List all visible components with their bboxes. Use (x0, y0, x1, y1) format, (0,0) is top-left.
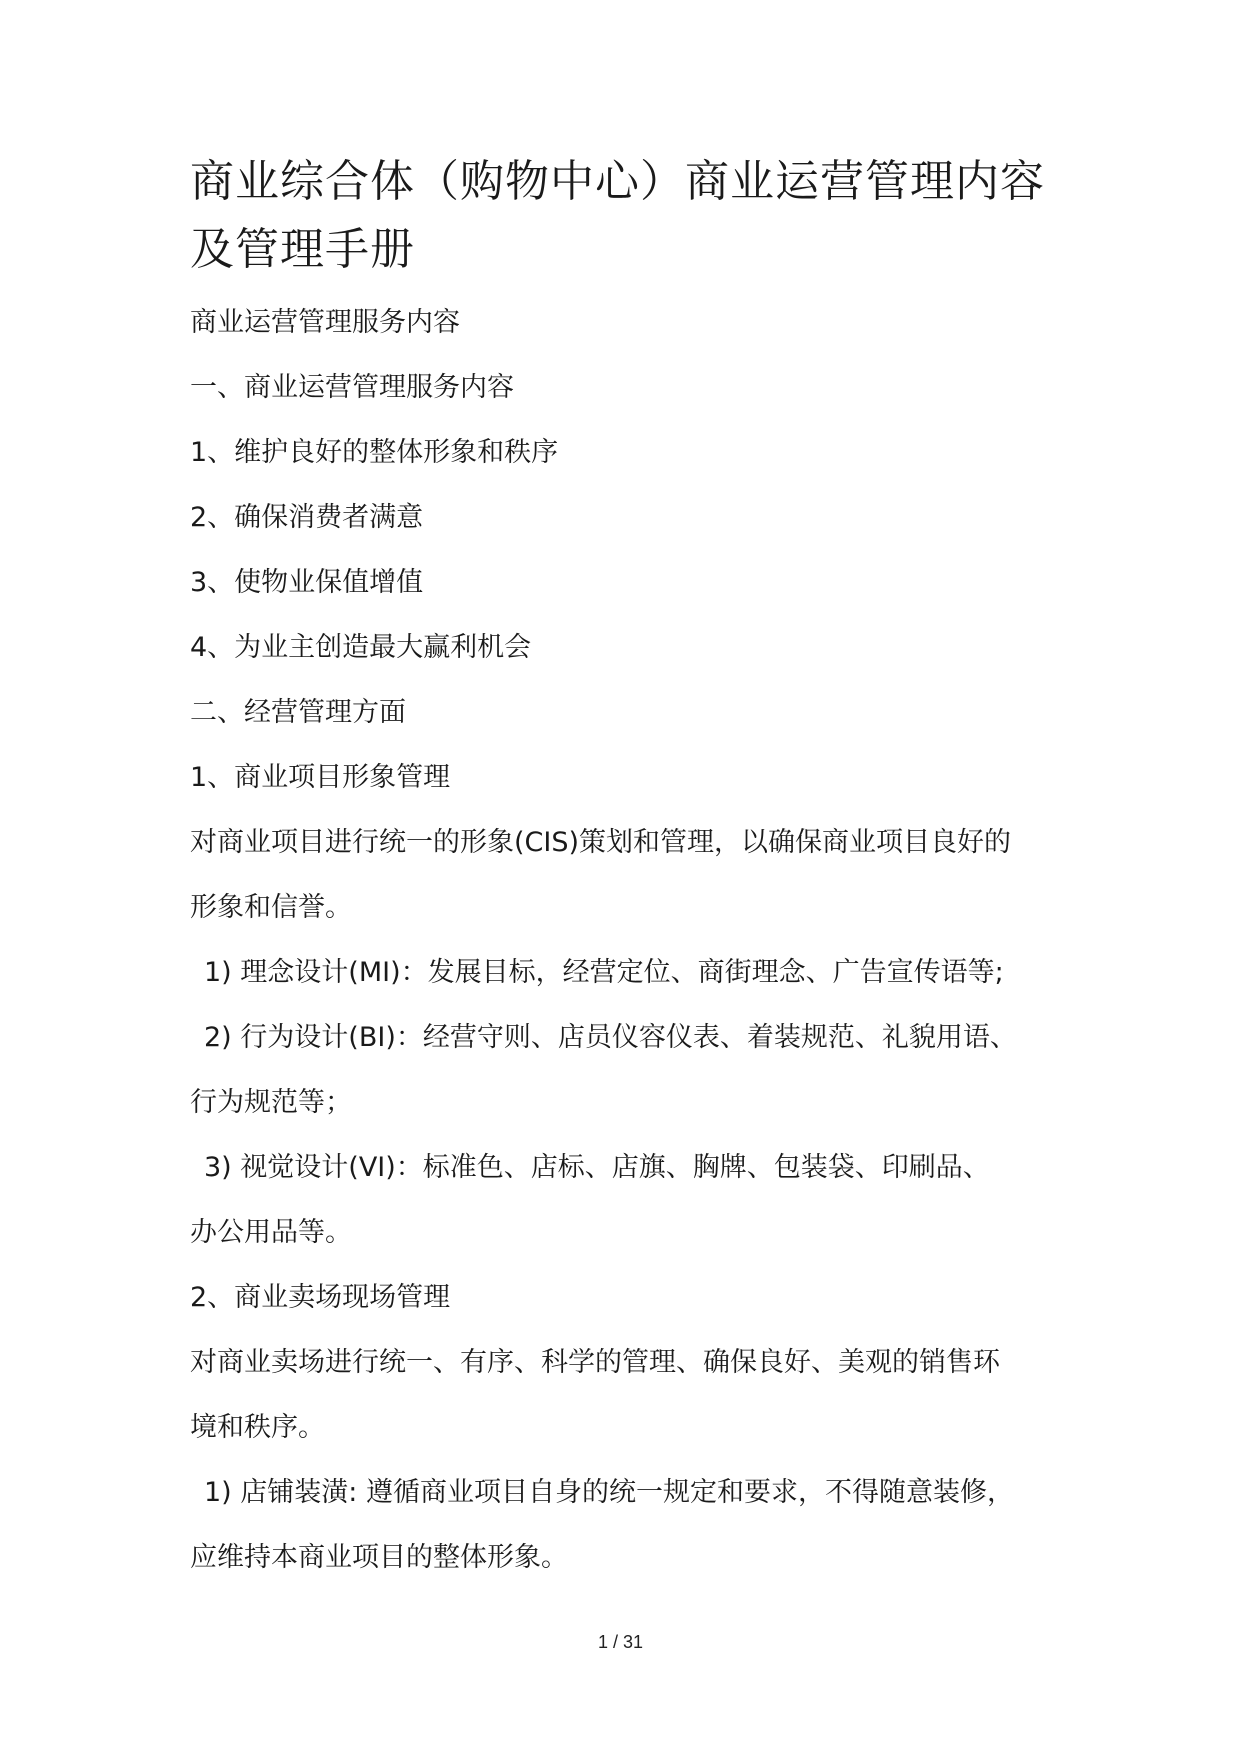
paragraph-line: 对商业项目进行统一的形象(CIS)策划和管理，以确保商业项目良好的 (190, 827, 1012, 858)
subsection-heading: 2、商业卖场现场管理 (190, 1282, 451, 1313)
paragraph-line: 境和秩序。 (190, 1412, 325, 1443)
paragraph-line: 形象和信誉。 (190, 892, 352, 923)
paragraph-line: 应维持本商业项目的整体形象。 (190, 1542, 568, 1573)
document-body (190, 148, 1070, 1590)
paragraph-line: 办公用品等。 (190, 1217, 352, 1248)
list-item: 4、为业主创造最大赢利机会 (190, 632, 532, 663)
document-title (190, 148, 1070, 284)
list-item: 3、使物业保值增值 (190, 567, 424, 598)
subsection-heading: 1、商业项目形象管理 (190, 762, 451, 793)
subtitle: 商业运营管理服务内容 (190, 307, 460, 338)
numbered-item: 3) 视觉设计(VI)：标准色、店标、店旗、胸牌、包装袋、印刷品、 (204, 1152, 990, 1183)
section-heading-1: 一、商业运营管理服务内容 (190, 372, 514, 403)
numbered-item: 1) 理念设计(MI)：发展目标，经营定位、商街理念、广告宣传语等; (204, 957, 1004, 988)
page-number: 1 / 31 (597, 1632, 644, 1652)
paragraph-line: 行为规范等； (190, 1087, 352, 1118)
numbered-item: 2) 行为设计(BI)：经营守则、店员仪容仪表、着装规范、礼貌用语、 (204, 1022, 1017, 1053)
section-heading-2: 二、经营管理方面 (190, 697, 406, 728)
title-line-2: 及管理手册 (190, 224, 415, 275)
paragraph-line: 对商业卖场进行统一、有序、科学的管理、确保良好、美观的销售环 (190, 1347, 1000, 1378)
numbered-item: 1) 店铺装潢: 遵循商业项目自身的统一规定和要求，不得随意装修， (204, 1477, 1014, 1508)
list-item: 2、确保消费者满意 (190, 502, 424, 533)
title-line-1: 商业综合体（购物中心）商业运营管理内容 (190, 156, 1045, 207)
list-item: 1、维护良好的整体形象和秩序 (190, 437, 559, 468)
